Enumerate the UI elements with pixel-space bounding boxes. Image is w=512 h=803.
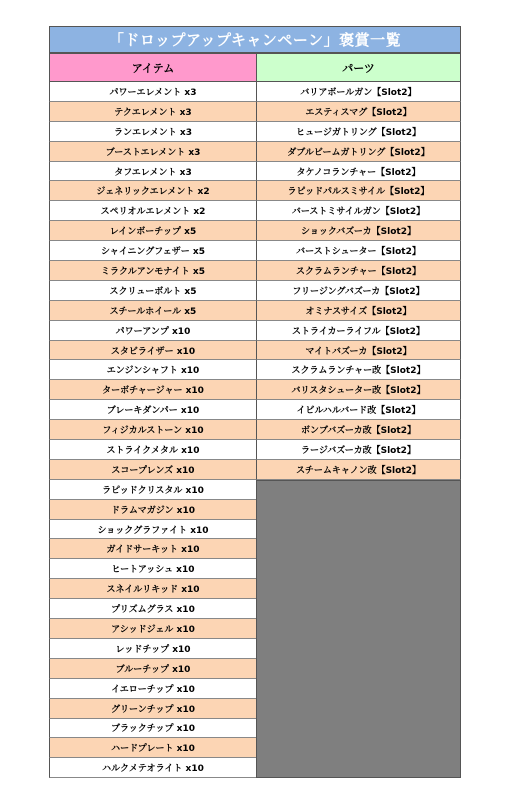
item-row: ミラクルアンモナイト x5 [49, 261, 257, 281]
part-row: バリスタシューター改【Slot2】 [256, 380, 461, 400]
part-row: タケノコランチャー【Slot2】 [256, 162, 461, 182]
item-row: フィジカルストーン x10 [49, 420, 257, 440]
item-row: ガイドサーキット x10 [49, 539, 257, 559]
item-row: ショックグラファイト x10 [49, 520, 257, 540]
parts-column [256, 82, 461, 480]
table-title: 「ドロップアップキャンペーン」褒賞一覧 [49, 26, 461, 53]
item-row: スチールホイール x5 [49, 301, 257, 321]
part-row: フリージングバズーカ【Slot2】 [256, 281, 461, 301]
empty-parts-area [256, 480, 461, 778]
part-row: ボンブバズーカ改【Slot2】 [256, 420, 461, 440]
item-row: ハルクメテオライト x10 [49, 758, 257, 778]
item-row: スペリオルエレメント x2 [49, 201, 257, 221]
item-row: ハードプレート x10 [49, 738, 257, 758]
item-row: ブルーチップ x10 [49, 659, 257, 679]
item-row: タフエレメント x3 [49, 162, 257, 182]
item-row: プリズムグラス x10 [49, 599, 257, 619]
part-row: ショックバズーカ【Slot2】 [256, 221, 461, 241]
items-column [49, 82, 257, 778]
part-row: バーストシューター【Slot2】 [256, 241, 461, 261]
item-row: ストライクメタル x10 [49, 440, 257, 460]
item-row: スネイルリキッド x10 [49, 579, 257, 599]
items-column-header: アイテム [49, 53, 257, 82]
item-row: パワーエレメント x3 [49, 82, 257, 102]
part-row: ラージバズーカ改【Slot2】 [256, 440, 461, 460]
item-row: ブラックチップ x10 [49, 719, 257, 739]
item-row: ヒートアッシュ x10 [49, 559, 257, 579]
item-row: ランエレメント x3 [49, 122, 257, 142]
part-row: ストライカーライフル【Slot2】 [256, 321, 461, 341]
part-row: バリアボールガン【Slot2】 [256, 82, 461, 102]
item-row: ドラムマガジン x10 [49, 500, 257, 520]
parts-column-header: パーツ [256, 53, 461, 82]
part-row: マイトバズーカ【Slot2】 [256, 341, 461, 361]
item-row: ブレーキダンパー x10 [49, 400, 257, 420]
item-row: エンジンシャフト x10 [49, 360, 257, 380]
part-row: エスティスマグ【Slot2】 [256, 102, 461, 122]
item-row: スコープレンズ x10 [49, 460, 257, 480]
item-row: パワーアンプ x10 [49, 321, 257, 341]
item-row: スクリューボルト x5 [49, 281, 257, 301]
item-row: ブーストエレメント x3 [49, 142, 257, 162]
item-row: アシッドジェル x10 [49, 619, 257, 639]
item-row: ターボチャージャー x10 [49, 380, 257, 400]
item-row: レインボーチップ x5 [49, 221, 257, 241]
part-row: ヒュージガトリング【Slot2】 [256, 122, 461, 142]
item-row: ラピッドクリスタル x10 [49, 480, 257, 500]
part-row: ラピッドパルスミサイル【Slot2】 [256, 181, 461, 201]
part-row: スクラムランチャー【Slot2】 [256, 261, 461, 281]
item-row: グリーンチップ x10 [49, 699, 257, 719]
part-row: バーストミサイルガン【Slot2】 [256, 201, 461, 221]
part-row: オミナスサイズ【Slot2】 [256, 301, 461, 321]
part-row: ダブルビームガトリング【Slot2】 [256, 142, 461, 162]
item-row: ジェネリックエレメント x2 [49, 181, 257, 201]
item-row: シャイニングフェザー x5 [49, 241, 257, 261]
item-row: スタビライザー x10 [49, 341, 257, 361]
item-row: テクエレメント x3 [49, 102, 257, 122]
part-row: スチームキャノン改【Slot2】 [256, 460, 461, 480]
item-row: レッドチップ x10 [49, 639, 257, 659]
part-row: イビルハルバード改【Slot2】 [256, 400, 461, 420]
part-row: スクラムランチャー改【Slot2】 [256, 360, 461, 380]
item-row: イエローチップ x10 [49, 679, 257, 699]
